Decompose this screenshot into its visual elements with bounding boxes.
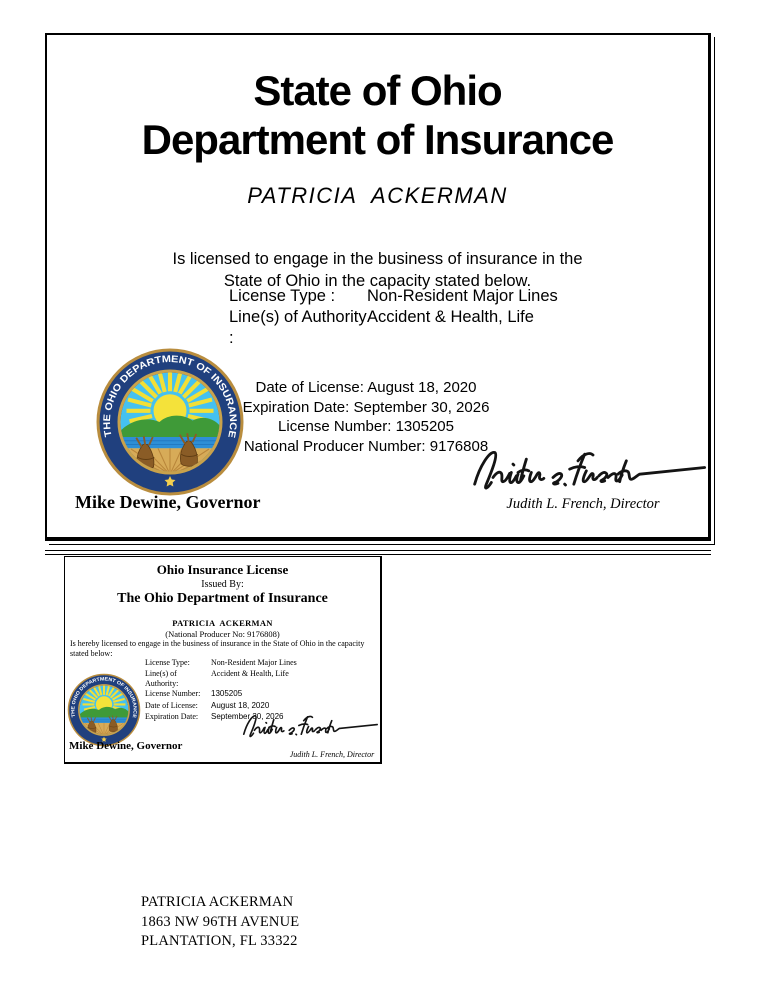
card-license-number-row bbox=[145, 688, 284, 700]
card-director-name: Judith L. French, Director bbox=[289, 750, 375, 759]
license-number-label: License Number: bbox=[278, 418, 392, 435]
ohio-department-seal-icon bbox=[67, 673, 141, 747]
license-certificate bbox=[45, 33, 711, 541]
mailing-address-name: PATRICIA ACKERMAN bbox=[141, 894, 294, 910]
mailing-address-street: 1863 NW 96TH AVENUE bbox=[141, 913, 300, 930]
section-divider bbox=[45, 550, 711, 555]
license-fields bbox=[229, 286, 558, 349]
card-license-number-value: 1305205 bbox=[211, 689, 243, 698]
wallet-license-card bbox=[64, 556, 382, 764]
authority-label: Line(s) of Authority : bbox=[229, 308, 367, 347]
certificate-title-line2: Department of Insurance bbox=[141, 116, 614, 163]
card-issued-by: Issued By: bbox=[201, 579, 244, 590]
license-type-row bbox=[229, 286, 558, 307]
card-license-type-value: Non-Resident Major Lines bbox=[211, 658, 297, 667]
card-license-number-label: License Number: bbox=[145, 689, 201, 698]
producer-number-label: National Producer Number: bbox=[243, 437, 426, 455]
card-licensee-name: PATRICIA ACKERMAN bbox=[172, 618, 273, 628]
date-of-license-line bbox=[186, 378, 546, 398]
date-of-license-value: August 18, 2020 bbox=[367, 379, 477, 396]
expiration-date-value: September 30, 2026 bbox=[353, 398, 490, 416]
authority-row bbox=[229, 307, 558, 349]
license-type-label: License Type : bbox=[229, 287, 336, 305]
mailing-address-city: PLANTATION, FL 33322 bbox=[141, 933, 298, 949]
card-statement: Is hereby licensed to engage in the business of insurance in the State of Ohio in the capacity stated below: bbox=[70, 639, 365, 658]
card-authority-row bbox=[145, 669, 297, 690]
card-date-of-license-label: Date of License: bbox=[145, 700, 198, 710]
license-type-value: Non-Resident Major Lines bbox=[367, 287, 558, 305]
authority-value: Accident & Health, Life bbox=[367, 308, 534, 326]
certificate-title-line1: State of Ohio bbox=[253, 67, 502, 114]
card-date-of-license-value: August 18, 2020 bbox=[211, 700, 270, 710]
card-license-fields bbox=[145, 658, 297, 690]
card-expiration-date-value: September 30, 2026 bbox=[211, 712, 284, 721]
card-title: Ohio Insurance License bbox=[156, 562, 289, 577]
license-statement-line1: Is licensed to engage in the business of insurance in the bbox=[172, 250, 583, 268]
expiration-date-label: Expiration Date: bbox=[242, 398, 350, 416]
expiration-date-line bbox=[186, 398, 546, 418]
date-of-license-label: Date of License: bbox=[255, 379, 364, 396]
certificate-title bbox=[47, 66, 708, 164]
card-license-type-label: License Type: bbox=[145, 658, 190, 667]
governor-name: Mike Dewine, Governor bbox=[75, 492, 261, 512]
license-number-line bbox=[186, 417, 546, 437]
card-authority-label: Line(s) of Authority: bbox=[145, 668, 179, 688]
card-producer-number: (National Producer No: 9176808) bbox=[165, 629, 280, 639]
licensee-name: PATRICIA ACKERMAN bbox=[247, 183, 508, 208]
card-expiration-date-label: Expiration Date: bbox=[145, 712, 199, 721]
director-name: Judith L. French, Director bbox=[506, 496, 660, 512]
producer-number-value: 9176808 bbox=[429, 437, 489, 455]
license-statement-line2: State of Ohio in the capacity stated below. bbox=[223, 272, 532, 290]
mailing-address bbox=[141, 893, 299, 952]
director-signature-image bbox=[237, 709, 382, 743]
director-signature-image bbox=[463, 439, 713, 501]
license-number-value: 1305205 bbox=[395, 418, 454, 435]
card-license-type-row bbox=[145, 658, 297, 669]
card-authority-value: Accident & Health, Life bbox=[211, 668, 289, 678]
card-governor-name: Mike Dewine, Governor bbox=[69, 740, 183, 752]
card-issuer: The Ohio Department of Insurance bbox=[117, 591, 328, 606]
